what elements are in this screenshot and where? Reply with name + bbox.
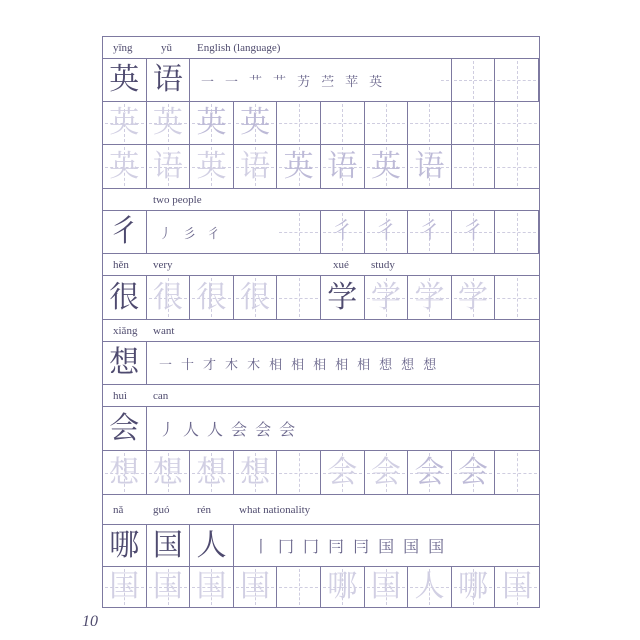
cell bbox=[277, 567, 321, 607]
cell bbox=[408, 102, 452, 144]
cell bbox=[495, 451, 539, 494]
stroke: 艻 bbox=[297, 74, 311, 90]
stroke: 相 bbox=[357, 357, 371, 373]
model-char: 国 bbox=[152, 527, 183, 563]
grid-row-yingyu-strokes bbox=[103, 59, 539, 102]
cell bbox=[147, 525, 191, 566]
trace-char: 人 bbox=[414, 569, 445, 604]
cell bbox=[277, 145, 321, 188]
model-char: 彳 bbox=[109, 214, 140, 249]
cell bbox=[277, 451, 321, 494]
stroke: 人 bbox=[183, 420, 200, 439]
page-number: 10 bbox=[82, 613, 98, 630]
cell bbox=[321, 102, 365, 144]
trace-char: 很 bbox=[196, 279, 227, 315]
label-row-yingyu bbox=[103, 37, 539, 59]
practice-sheet bbox=[102, 36, 540, 608]
cell bbox=[103, 59, 147, 101]
grid-row-hen-xue bbox=[103, 276, 539, 320]
trace-char: 英 bbox=[152, 105, 183, 140]
label-row-xiang bbox=[103, 320, 539, 342]
stroke: 英 bbox=[369, 74, 383, 90]
stroke-order bbox=[201, 59, 382, 101]
trace-char: 学 bbox=[458, 279, 489, 315]
stroke-order bbox=[159, 407, 295, 450]
meaning-english: English (language) bbox=[197, 41, 281, 54]
cell bbox=[408, 567, 452, 607]
model-char: 英 bbox=[109, 62, 140, 97]
stroke-order bbox=[159, 342, 436, 384]
trace-char: 彳 bbox=[331, 219, 354, 244]
trace-char: 国 bbox=[109, 569, 140, 604]
stroke: 木 bbox=[225, 357, 239, 373]
cell bbox=[365, 102, 409, 144]
stroke: 会 bbox=[255, 420, 272, 439]
cell bbox=[190, 567, 234, 607]
pinyin-na: nǎ bbox=[113, 503, 124, 516]
cell bbox=[452, 59, 496, 101]
trace-char: 哪 bbox=[327, 569, 358, 604]
cell bbox=[365, 451, 409, 494]
stroke: 冃 bbox=[328, 537, 345, 556]
stroke: 艹 bbox=[249, 74, 263, 90]
cell bbox=[103, 407, 147, 450]
cell bbox=[103, 525, 147, 566]
stroke: 十 bbox=[181, 357, 195, 373]
trace-char: 语 bbox=[327, 148, 358, 184]
cell bbox=[452, 145, 496, 188]
cell bbox=[277, 102, 321, 144]
stroke: 会 bbox=[231, 420, 248, 439]
stroke: 木 bbox=[247, 357, 261, 373]
label-row-hen-xue bbox=[103, 254, 539, 276]
stroke: 苎 bbox=[321, 74, 335, 90]
stroke: 才 bbox=[203, 357, 217, 373]
trace-char: 英 bbox=[370, 148, 401, 184]
cell bbox=[234, 102, 278, 144]
stroke: 彳 bbox=[207, 226, 221, 242]
cell bbox=[234, 451, 278, 494]
grid-row-naguoren-strokes bbox=[103, 525, 539, 567]
cell bbox=[365, 276, 409, 319]
trace-char: 国 bbox=[240, 569, 271, 604]
stroke: 想 bbox=[423, 357, 437, 373]
trace-char: 国 bbox=[370, 569, 401, 604]
trace-char: 语 bbox=[240, 148, 271, 184]
trace-char: 学 bbox=[370, 279, 401, 315]
model-char: 学 bbox=[327, 279, 358, 315]
trace-char: 英 bbox=[240, 105, 271, 140]
stroke: 艹 bbox=[273, 74, 287, 90]
cell bbox=[408, 145, 452, 188]
cell bbox=[190, 451, 234, 494]
trace-char: 很 bbox=[152, 279, 183, 315]
trace-char: 国 bbox=[502, 569, 533, 604]
meaning-study: study bbox=[371, 258, 395, 271]
stroke: 国 bbox=[403, 537, 420, 556]
stroke: 相 bbox=[291, 357, 305, 373]
stroke-order bbox=[253, 525, 444, 566]
pinyin-xue: xué bbox=[333, 258, 349, 271]
cell bbox=[147, 276, 191, 319]
trace-char: 会 bbox=[370, 454, 401, 490]
trace-char: 英 bbox=[283, 148, 314, 184]
grid-row-xiang-hui-practice bbox=[103, 451, 539, 495]
trace-char: 会 bbox=[458, 454, 489, 490]
cell bbox=[321, 451, 365, 494]
cell bbox=[365, 211, 409, 253]
grid-row-naguoren-practice bbox=[103, 567, 539, 607]
stroke: 国 bbox=[428, 537, 445, 556]
grid-row-xiang-strokes bbox=[103, 342, 539, 385]
label-row-two-people bbox=[103, 189, 539, 211]
meaning-very: very bbox=[153, 258, 173, 271]
stroke: 苹 bbox=[345, 74, 359, 90]
pinyin-guo: guó bbox=[153, 503, 170, 516]
cell bbox=[495, 567, 539, 607]
pinyin-ren: rén bbox=[197, 503, 212, 516]
stroke: 冂 bbox=[303, 537, 320, 556]
cell bbox=[190, 145, 234, 188]
pinyin-ying: yīng bbox=[113, 41, 133, 54]
stroke: 国 bbox=[378, 537, 395, 556]
cell bbox=[147, 567, 191, 607]
trace-char: 语 bbox=[414, 148, 445, 184]
stroke: 丨 bbox=[253, 537, 270, 556]
stroke: 会 bbox=[279, 420, 296, 439]
label-row-hui bbox=[103, 385, 539, 407]
stroke-order bbox=[159, 211, 220, 253]
stroke: 相 bbox=[335, 357, 349, 373]
grid-row-yingyu-practice bbox=[103, 145, 539, 189]
trace-char: 想 bbox=[240, 454, 271, 490]
trace-char: 想 bbox=[152, 454, 183, 490]
model-char: 很 bbox=[109, 279, 140, 315]
stroke: 相 bbox=[269, 357, 283, 373]
grid-row-radical bbox=[103, 211, 539, 254]
model-char: 哪 bbox=[109, 527, 140, 563]
stroke: 丿 bbox=[159, 420, 176, 439]
trace-char: 英 bbox=[109, 148, 140, 184]
model-char: 语 bbox=[152, 62, 183, 97]
cell bbox=[103, 211, 147, 253]
cell bbox=[190, 276, 234, 319]
cell bbox=[321, 276, 365, 319]
meaning-want: want bbox=[153, 324, 175, 337]
cell bbox=[103, 451, 147, 494]
model-char: 会 bbox=[109, 410, 140, 446]
trace-char: 英 bbox=[196, 105, 227, 140]
stroke: 一 bbox=[225, 74, 239, 90]
cell bbox=[103, 145, 147, 188]
pinyin-xiang: xiǎng bbox=[113, 324, 138, 337]
cell bbox=[103, 276, 147, 319]
cell bbox=[321, 211, 365, 253]
stroke: 冂 bbox=[278, 537, 295, 556]
cell bbox=[234, 276, 278, 319]
trace-char: 语 bbox=[152, 148, 183, 184]
trace-char: 想 bbox=[196, 454, 227, 490]
model-char: 想 bbox=[109, 345, 140, 380]
cell bbox=[408, 211, 452, 253]
trace-char: 会 bbox=[327, 454, 358, 490]
trace-char: 会 bbox=[414, 454, 445, 490]
grid-row-ying-practice bbox=[103, 102, 539, 145]
stroke: 人 bbox=[207, 420, 224, 439]
stroke: 彡 bbox=[183, 226, 197, 242]
label-row-naguoren bbox=[103, 495, 539, 525]
cell bbox=[495, 59, 539, 101]
model-char: 人 bbox=[196, 527, 227, 563]
cell bbox=[234, 145, 278, 188]
meaning-what-nationality: what nationality bbox=[239, 503, 311, 516]
pinyin-yu: yǔ bbox=[161, 41, 172, 54]
cell bbox=[452, 451, 496, 494]
cell bbox=[234, 567, 278, 607]
cell bbox=[452, 567, 496, 607]
grid-row-hui-strokes bbox=[103, 407, 539, 451]
cell bbox=[190, 525, 234, 566]
stroke: 想 bbox=[401, 357, 415, 373]
cell bbox=[452, 102, 496, 144]
cell bbox=[321, 567, 365, 607]
pinyin-hen: hěn bbox=[113, 258, 129, 271]
cell bbox=[103, 102, 147, 144]
trace-char: 很 bbox=[240, 279, 271, 315]
stroke: 想 bbox=[379, 357, 393, 373]
cell bbox=[147, 451, 191, 494]
cell bbox=[103, 567, 147, 607]
trace-char: 国 bbox=[196, 569, 227, 604]
cell bbox=[321, 145, 365, 188]
cell bbox=[190, 102, 234, 144]
cell bbox=[147, 102, 191, 144]
stroke: 一 bbox=[201, 74, 215, 90]
cell bbox=[495, 276, 539, 319]
cell bbox=[495, 102, 539, 144]
cell bbox=[452, 211, 496, 253]
trace-char: 哪 bbox=[458, 569, 489, 604]
trace-char: 想 bbox=[109, 454, 140, 490]
trace-char: 国 bbox=[152, 569, 183, 604]
stroke: 相 bbox=[313, 357, 327, 373]
cell bbox=[277, 211, 321, 253]
cell bbox=[408, 451, 452, 494]
trace-char: 英 bbox=[196, 148, 227, 184]
cell bbox=[452, 276, 496, 319]
stroke: 丿 bbox=[159, 226, 173, 242]
cell bbox=[495, 211, 539, 253]
trace-char: 学 bbox=[414, 279, 445, 315]
cell bbox=[365, 567, 409, 607]
cell bbox=[103, 342, 147, 384]
cell bbox=[147, 59, 191, 101]
stroke: 冃 bbox=[353, 537, 370, 556]
pinyin-hui: huì bbox=[113, 389, 128, 402]
trace-char: 彳 bbox=[418, 219, 441, 244]
meaning-can: can bbox=[153, 389, 169, 402]
cell bbox=[147, 145, 191, 188]
cell bbox=[277, 276, 321, 319]
cell bbox=[408, 276, 452, 319]
meaning-two-people: two people bbox=[153, 193, 202, 206]
cell bbox=[365, 145, 409, 188]
trace-char: 英 bbox=[109, 105, 140, 140]
trace-char: 彳 bbox=[462, 219, 485, 244]
trace-char: 彳 bbox=[374, 219, 397, 244]
cell bbox=[495, 145, 539, 188]
stroke: 一 bbox=[159, 357, 173, 373]
